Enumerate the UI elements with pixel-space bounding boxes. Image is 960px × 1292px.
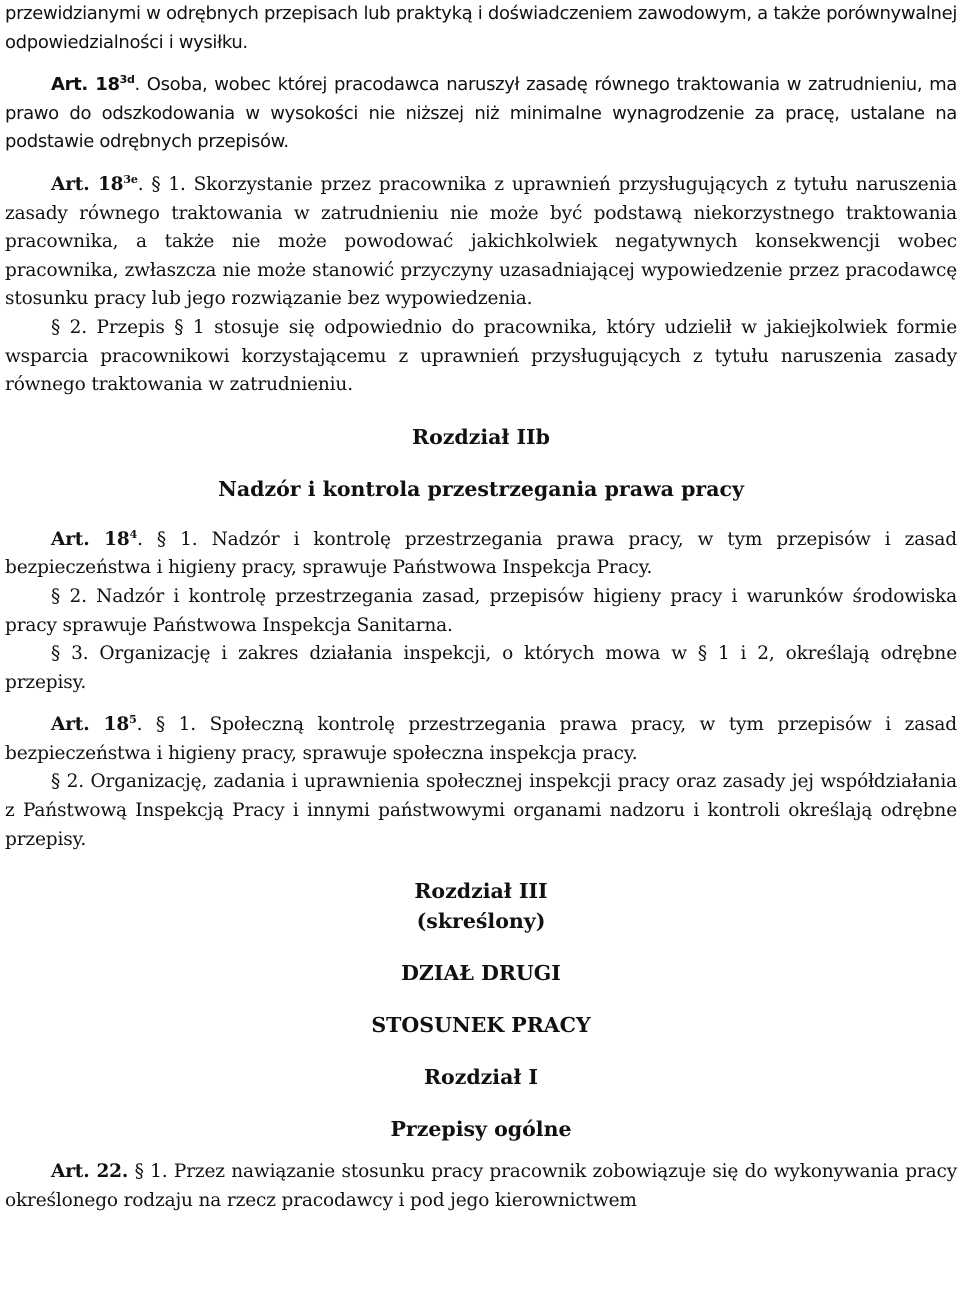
article-text: § 1. Przez nawiązanie stosunku pracy pracownik zobowiązuje się do wykonywania pracy określonego rodzaju na rzecz pracodawcy i pod jego kierownictwem	[5, 1161, 958, 1211]
document-page	[5, 0, 957, 1215]
spacer	[5, 854, 957, 876]
article-18-5-par-2: § 2. Organizację, zadania i uprawnienia społecznej inspekcji pracy oraz zasady jej współdziałania z Państwową Inspekcją Pracy i innymi państwowymi organami nadzoru i kontroli określają odrębne przepisy.	[5, 771, 957, 850]
paragraph-mark: . § 1.	[137, 173, 186, 195]
article-superscript: 5	[129, 713, 137, 727]
article-label: Art. 18	[51, 528, 130, 550]
spacer	[5, 452, 957, 474]
article-label: Art. 18	[51, 173, 124, 195]
spacer	[5, 400, 957, 422]
article-label: Art. 22.	[51, 1161, 129, 1183]
article-18-4-par-2: § 2. Nadzór i kontrolę przestrzegania zasad, przepisów higieny pracy i warunków środowiska pracy sprawuje Państwowa Inspekcja Sanitarna.	[5, 585, 957, 636]
article-22-par-1	[5, 1158, 957, 1215]
chapter-I-title: Rozdział I	[423, 1065, 538, 1090]
article-18-3d	[5, 71, 957, 157]
spacer	[5, 1040, 957, 1062]
article-label: Art. 18	[51, 74, 120, 96]
chapter-I-subtitle: Przepisy ogólne	[390, 1117, 572, 1142]
article-superscript: 3d	[119, 73, 135, 87]
article-text: . § 1. Nadzór i kontrolę przestrzegania prawa pracy, w tym przepisów i zasad bezpieczeństwa i higieny pracy, sprawuje Państwowa Inspekcja Pracy.	[5, 528, 957, 579]
division-two-title: DZIAŁ DRUGI	[401, 961, 561, 986]
spacer	[5, 504, 957, 526]
spacer	[5, 1144, 957, 1158]
spacer	[5, 697, 957, 711]
spacer	[5, 988, 957, 1010]
article-text: Skorzystanie przez pracownika z uprawnień przysługujących z tytułu naruszenia zasady równego traktowania w zatrudnieniu nie może być podstawą niekorzystnego traktowania pracownika, a także nie może powodować jakichkolwiek negatywnych konsekwencji wobec pracownika, zwłaszcza nie może stanowić przyczyny uzasadniającej wypowiedzenie przez pracodawcę stosunku pracy lub jego rozwiązanie bez wypowiedzenia.	[5, 173, 957, 310]
article-superscript: 4	[129, 527, 138, 541]
article-18-4-par-1	[5, 526, 957, 583]
article-18-5-par-1	[5, 711, 957, 768]
spacer	[5, 1092, 957, 1114]
article-label: Art. 18	[51, 714, 130, 736]
article-text: . Osoba, wobec której pracodawca naruszył zasadę równego traktowania w zatrudnieniu, ma prawo do odszkodowania w wysokości nie niższej niż minimalne wynagrodzenie za pracę, ustalane na podstawie odrębnych przepisów.	[5, 74, 957, 153]
article-18-3e-par-1	[5, 171, 957, 314]
spacer	[5, 936, 957, 958]
paragraph-continuation: przewidzianymi w odrębnych przepisach lub praktyką i doświadczeniem zawodowym, a także porównywalnej odpowiedzialności i wysiłku.	[5, 3, 957, 53]
article-18-3e-par-2: § 2. Przepis § 1 stosuje się odpowiednio do pracownika, który udzielił w jakiejkolwiek formie wsparcia pracownikowi korzystającemu z uprawnień przysługujących z tytułu naruszenia zasady równego traktowania w zatrudnieniu.	[5, 316, 957, 396]
article-superscript: 3e	[123, 172, 138, 186]
division-two-subtitle: STOSUNEK PRACY	[371, 1013, 591, 1038]
chapter-IIb-title: Rozdział IIb	[412, 424, 550, 449]
article-text: . § 1. Społeczną kontrolę przestrzegania prawa pracy, w tym przepisów i zasad bezpieczeństwa i higieny pracy, sprawuje społeczna inspekcja pracy.	[5, 714, 957, 764]
chapter-III-title: Rozdział III	[414, 879, 548, 904]
article-18-4-par-3: § 3. Organizację i zakres działania inspekcji, o których mowa w § 1 i 2, określają odrębne przepisy.	[5, 643, 957, 693]
chapter-III-note: (skreślony)	[416, 909, 546, 934]
spacer	[5, 57, 957, 71]
spacer	[5, 157, 957, 171]
chapter-IIb-subtitle: Nadzór i kontrola przestrzegania prawa pracy	[218, 476, 744, 501]
